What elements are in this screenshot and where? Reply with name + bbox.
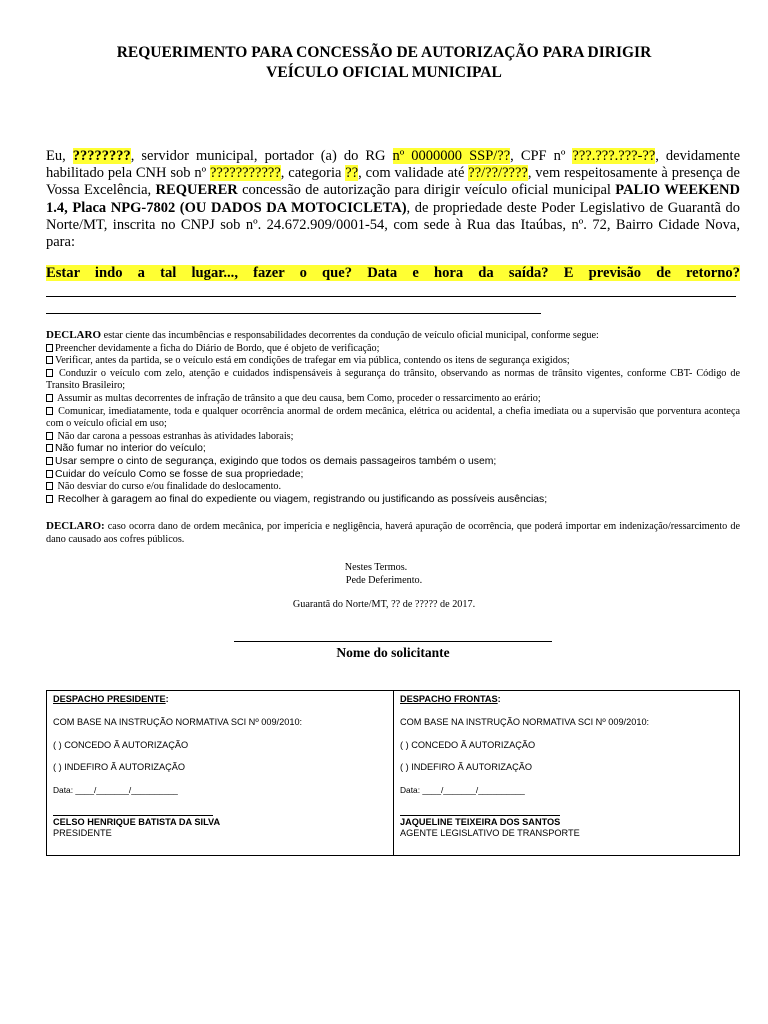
rg-number: nº 0000000 SSP/??	[392, 148, 511, 164]
deny-option[interactable]: ( ) INDEFIRO Ã AUTORIZAÇÃO	[400, 762, 533, 772]
closing-terms: Nestes Termos.	[344, 562, 408, 573]
checkbox-icon	[46, 470, 53, 478]
dispatch-header: DESPACHO PRESIDENTE:	[53, 694, 169, 704]
declaration-block	[46, 329, 740, 506]
declaration-intro-text: estar ciente das incumbências e responsabilidades decorrentes da condução de veículo oficial municipal, conforme segue:	[101, 330, 599, 341]
request-text: , servidor municipal, portador (a) do RG	[130, 148, 393, 164]
damage-declaration-text: caso ocorra dano de ordem mecânica, por imperícia e negligência, haverá apuração de ocorrência, que poderá importar em indenização/ressarcimento de dano causado aos cofres públicos.	[46, 521, 740, 545]
signer-name: JAQUELINE TEIXEIRA DOS SANTOS	[400, 817, 561, 827]
signature-line	[400, 815, 560, 816]
vehicle-description: PALIO WEEKEND 1.4, Placa NPG-7802 (OU DADOS DA MOTOCICLETA)	[46, 182, 740, 216]
dispatch-date-field[interactable]: Data: ____/_______/__________	[400, 785, 525, 795]
title-line-2: VEÍCULO OFICIAL MUNICIPAL	[266, 64, 502, 81]
closing-request: Pede Deferimento.	[345, 575, 423, 586]
cnh-validity: ??/??/????	[468, 165, 528, 182]
request-text: , CPF nº	[510, 148, 573, 164]
request-text: , com validade até	[358, 165, 469, 182]
requerer-keyword: REQUERER	[155, 182, 238, 199]
signer-role: AGENTE LEGISLATIVO DE TRANSPORTE	[400, 828, 580, 838]
request-text: , vem respeitosamente à presença de Vossa Excelência,	[46, 165, 740, 199]
declaration-item: Não dar carona a pessoas estranhas às atividades laborais;	[46, 431, 740, 444]
signer-name: CELSO HENRIQUE BATISTA DA SILVA	[53, 817, 221, 827]
signature-line	[53, 815, 213, 816]
fill-line	[46, 313, 541, 314]
declaration-item: Comunicar, imediatamente, toda e qualquer ocorrência anormal de ordem mecânica, elétrica ou acidental, a chefia imediata ou a supervisão que porventura aconteça com o veículo oficial em uso;	[46, 405, 740, 430]
declaration-item: Conduzir o veículo com zelo, atenção e cuidados indispensáveis à segurança do trânsito, observando as normas de trânsito vigentes, conforme CBT- Código de Transito Brasileiro;	[46, 367, 740, 392]
declaration-item: Assumir as multas decorrentes de infração de trânsito a que deu causa, bem Como, proceder o ressarcimento ao erário;	[46, 393, 740, 406]
applicant-name: ????????	[72, 148, 131, 164]
declaration-intro	[46, 329, 740, 343]
checkbox-icon	[46, 394, 53, 402]
declaration-item: Recolher à garagem ao final do expediente ou viagem, registrando ou justificando as possíveis ausências;	[46, 494, 740, 507]
checkbox-icon	[46, 432, 53, 440]
signer-role: PRESIDENTE	[53, 828, 112, 838]
checkbox-icon	[46, 356, 53, 364]
approve-option[interactable]: ( ) CONCEDO Ã AUTORIZAÇÃO	[400, 740, 536, 750]
trip-purpose-text: Estar indo a tal lugar..., fazer o que? Data e hora da saída? E previsão de retorno?	[46, 265, 740, 281]
cpf-number: ???.???.???-??	[572, 148, 656, 164]
declaration-item: Cuidar do veículo Como se fosse de sua propriedade;	[46, 469, 740, 482]
checkbox-icon	[46, 407, 53, 415]
dispatch-norm: COM BASE NA INSTRUÇÃO NORMATIVA SCI Nº 009/2010:	[53, 717, 303, 727]
checkbox-icon	[46, 495, 53, 503]
declaration-item: Verificar, antes da partida, se o veículo está em condições de trafegar em via pública, contendo os itens de segurança exigidos;	[46, 355, 740, 368]
declaration-label: DECLARO	[46, 329, 102, 341]
dispatch-date-field[interactable]: Data: ____/_______/__________	[53, 785, 178, 795]
checkbox-icon	[46, 344, 53, 352]
fill-line	[46, 296, 736, 297]
place-date: Guarantã do Norte/MT, ?? de ????? de 2017.	[292, 599, 476, 610]
request-text: , de propriedade deste Poder Legislativo de Guarantã do Norte/MT, inscrita no CNPJ sob nº. 24.672.909/0001-54, com sede à Rua das Itaúbas, nº. 72, Bairro Cidade Nova, para:	[46, 199, 741, 251]
cnh-number: ???????????	[210, 165, 281, 182]
request-text: , devidamente habilitado pela CNH sob nº	[46, 148, 741, 182]
deny-option[interactable]: ( ) INDEFIRO Ã AUTORIZAÇÃO	[53, 762, 186, 772]
declaration-item: Não fumar no interior do veículo;	[46, 443, 740, 456]
cnh-category: ??	[345, 165, 359, 182]
request-text: concessão de autorização para dirigir veículo oficial municipal	[237, 182, 616, 199]
request-paragraph	[46, 148, 740, 251]
title-line-1: REQUERIMENTO PARA CONCESSÃO DE AUTORIZAÇÃO PARA DIRIGIR	[116, 44, 652, 61]
request-text: , categoria	[280, 165, 346, 182]
dispatch-norm: COM BASE NA INSTRUÇÃO NORMATIVA SCI Nº 009/2010:	[400, 717, 650, 727]
request-text: Eu,	[46, 148, 73, 164]
checkbox-icon	[46, 369, 53, 377]
declaration-item: Não desviar do curso e/ou finalidade do deslocamento.	[46, 481, 740, 494]
damage-declaration	[46, 520, 740, 546]
dispatch-president	[47, 691, 394, 855]
declaration-item: Usar sempre o cinto de segurança, exigindo que todos os demais passageiros também o usem;	[46, 456, 740, 469]
checkbox-icon	[46, 457, 53, 465]
approve-option[interactable]: ( ) CONCEDO Ã AUTORIZAÇÃO	[53, 740, 189, 750]
dispatch-table	[46, 690, 740, 856]
checkbox-icon	[46, 444, 53, 452]
dispatch-header: DESPACHO FRONTAS:	[400, 694, 501, 704]
dispatch-frontas	[394, 691, 739, 855]
declaration-item: Preencher devidamente a ficha do Diário de Bordo, que é objeto de verificação;	[46, 343, 740, 356]
signature-line	[234, 641, 552, 642]
checkbox-icon	[46, 482, 53, 490]
declaration-label: DECLARO:	[46, 520, 105, 532]
trip-purpose	[46, 265, 740, 282]
applicant-signature-label: Nome do solicitante	[336, 645, 450, 660]
document-title	[40, 43, 728, 83]
